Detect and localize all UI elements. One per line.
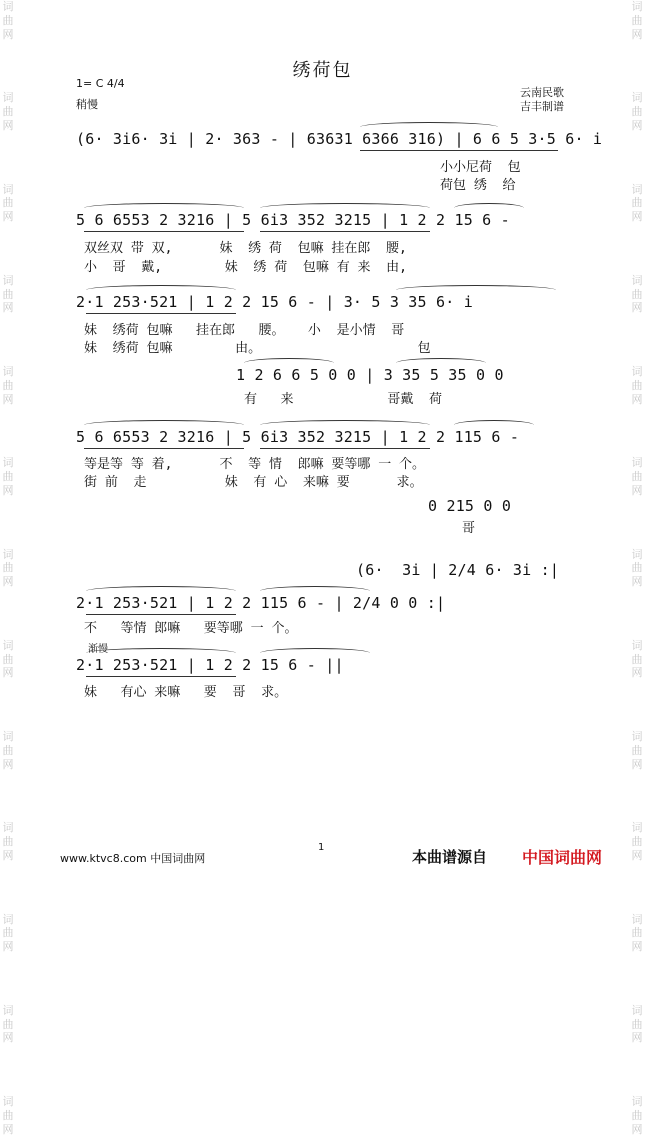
lyrics-verse-1: 有 来 哥戴 荷 [244, 392, 443, 407]
page-title: 绣荷包 [292, 60, 353, 81]
notation-line: 5 6 6553 2 3216 | 5 6i3 352 3215 | 1 2 2 115 6 - [76, 428, 520, 446]
lyrics-verse-1: 等是等 等 着, 不 等 情 郎嘛 要等哪 一 个。 [84, 457, 426, 472]
slur [84, 203, 244, 213]
slur [260, 648, 370, 658]
beam-line [260, 231, 430, 232]
slur [454, 420, 534, 430]
key-signature: 1= C 4/4 [76, 77, 125, 90]
footer-site: www.ktvc8.com 中国词曲网 [60, 852, 206, 865]
slur [86, 285, 236, 295]
slur [86, 648, 236, 658]
beam-line [260, 448, 430, 449]
beam-line [84, 448, 244, 449]
beam-line [86, 313, 236, 314]
time-signature: 4/4 [106, 77, 125, 90]
slur [260, 420, 430, 430]
notation-line: 2·1 253·521 | 1 2 2 115 6 - | 2/4 0 0 :| [76, 594, 446, 612]
lyrics-verse-2: 妹 绣荷 包嘛 由。 包 [84, 341, 431, 356]
lyrics-verse-2: 小 哥 戴, 妹 绣 荷 包嘛 有 来 由, [84, 260, 408, 275]
notation-line: 0 215 0 0 [428, 497, 512, 515]
slur [84, 420, 244, 430]
arranger: 吉丰制谱 [520, 100, 564, 113]
notation-line: 2·1 253·521 | 1 2 2 15 6 - || [76, 656, 344, 674]
slur [260, 586, 370, 596]
tempo-marking: 稍慢 [76, 98, 98, 111]
notation-line: 5 6 6553 2 3216 | 5 6i3 352 3215 | 1 2 2 15 6 - [76, 211, 510, 229]
notation-line: (6· 3i6· 3i | 2· 363 - | 63631 6366 316) | 6 6 5 3·5 6· i [76, 130, 603, 148]
slur [396, 358, 486, 368]
beam-line [86, 676, 236, 677]
page-number: 1 [318, 842, 325, 853]
notation-line: 1 2 6 6 5 0 0 | 3 35 5 35 0 0 [236, 366, 504, 384]
slur [260, 203, 430, 213]
lyrics-verse-1: 双丝双 带 双, 妹 绣 荷 包嘛 挂在郎 腰, [84, 241, 407, 256]
dynamics-marking: 渐慢 [88, 644, 108, 655]
lyrics-verse-1: 小小尼荷 包 [440, 160, 521, 175]
footer-brand: 中国词曲网 [522, 848, 603, 867]
left-watermark-strip: 词曲网 词曲网 词曲网 词曲网 词曲网 词曲网 词曲网 词曲网 词曲网 词曲网 词曲网 词曲网 词曲网 [2, 0, 14, 1136]
slur [360, 122, 498, 132]
slur [86, 586, 236, 596]
notation-line: (6· 3i | 2/4 6· 3i :| [356, 561, 560, 579]
lyrics-verse-1: 妹 有心 来嘛 要 哥 求。 [84, 685, 288, 700]
lyrics-verse-1: 妹 绣荷 包嘛 挂在郎 腰。 小 是小情 哥 [84, 323, 405, 338]
lyrics-verse-1: 哥 [462, 521, 476, 536]
slur [454, 203, 524, 213]
score-system-6 [428, 497, 568, 533]
notation-line: 2·1 253·521 | 1 2 2 15 6 - | 3· 5 3 35 6· i [76, 293, 473, 311]
score-system-7 [356, 561, 566, 597]
lyrics-verse-1: 不 等情 郎嘛 要等哪 一 个。 [84, 621, 298, 636]
footer-source-label: 本曲谱源自 [412, 848, 488, 866]
slur [244, 358, 334, 368]
beam-line [448, 150, 558, 151]
slur [396, 285, 556, 295]
lyrics-verse-2: 街 前 走 妹 有 心 来嘛 要 求。 [84, 475, 423, 490]
right-watermark-strip: 词曲网 词曲网 词曲网 词曲网 词曲网 词曲网 词曲网 词曲网 词曲网 词曲网 词曲网 词曲网 词曲网 [631, 0, 643, 1136]
song-origin: 云南民歌 [520, 86, 564, 99]
beam-line [86, 614, 236, 615]
beam-line [84, 231, 244, 232]
lyrics-verse-2: 荷包 绣 给 [440, 178, 516, 193]
